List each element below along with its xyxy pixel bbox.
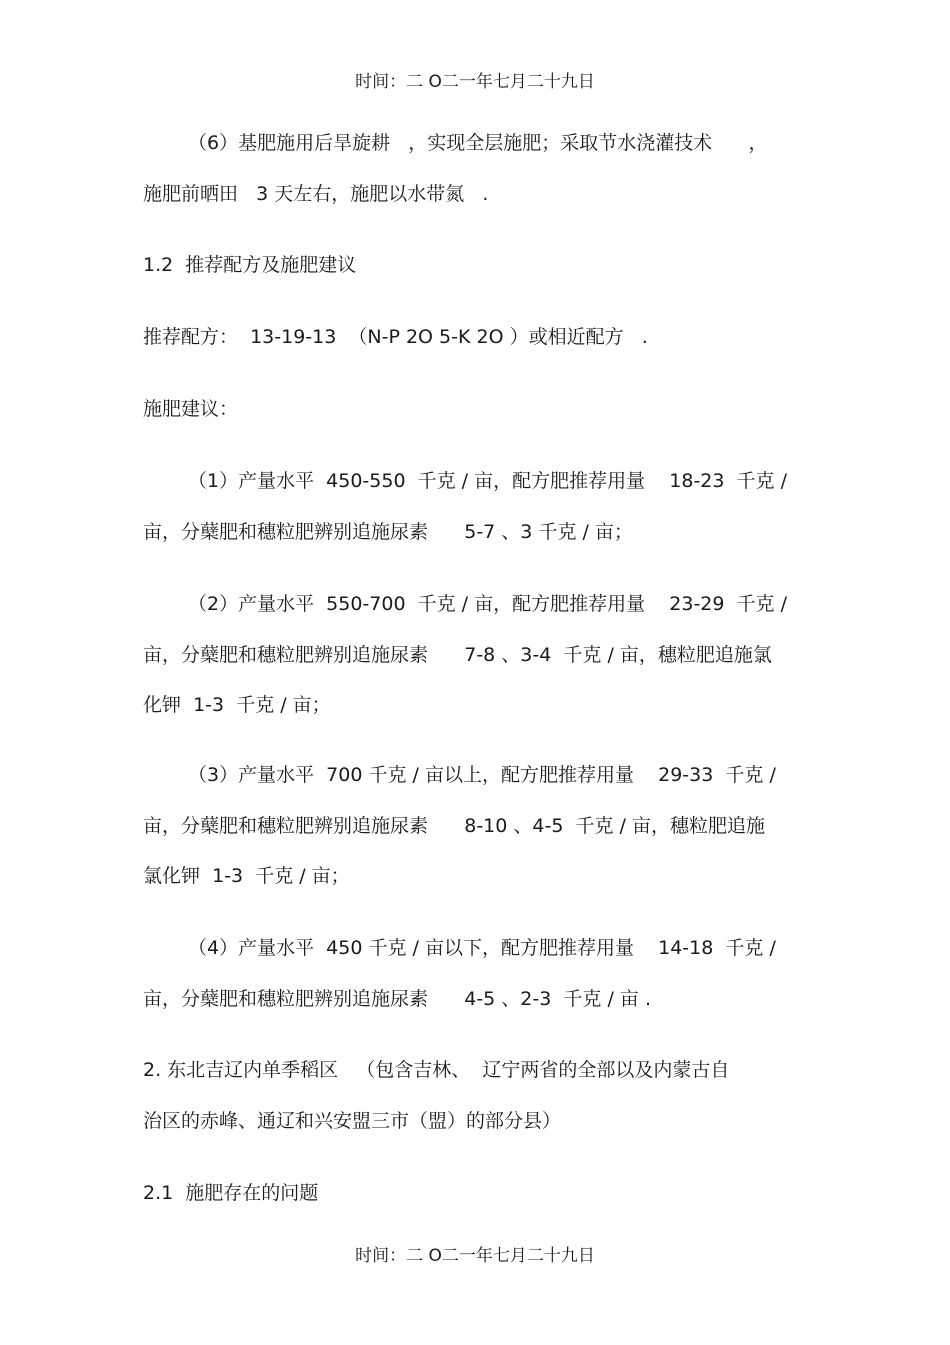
page-footer: 时间：二 O二一年七月二十九日 bbox=[355, 1246, 595, 1266]
section-heading: 2. 东北吉辽内单季稻区 （包含吉林、 辽宁两省的全部以及内蒙古自 bbox=[143, 1059, 730, 1081]
paragraph-line: （2）产量水平 550-700 千克 / 亩，配方肥推荐用量 23-29 千克 / bbox=[188, 593, 788, 615]
paragraph-line: 推荐配方： 13-19-13 （N-P 2O 5-K 2O ）或相近配方 . bbox=[143, 326, 648, 348]
paragraph-line: 亩，分蘖肥和穗粒肥辨别追施尿素 4-5 、2-3 千克 / 亩 . bbox=[143, 988, 651, 1010]
paragraph-line: 亩，分蘖肥和穗粒肥辨别追施尿素 8-10 、4-5 千克 / 亩，穗粒肥追施 bbox=[143, 815, 765, 837]
paragraph-line: （6）基肥施用后旱旋耕 ，实现全层施肥；采取节水浇灌技术 ， bbox=[188, 132, 768, 154]
paragraph-line: 化钾 1-3 千克 / 亩； bbox=[143, 694, 331, 716]
section-heading: 2.1 施肥存在的问题 bbox=[143, 1182, 319, 1204]
paragraph-line: 亩，分蘖肥和穗粒肥辨别追施尿素 7-8 、3-4 千克 / 亩，穗粒肥追施氯 bbox=[143, 644, 772, 666]
section-heading: 治区的赤峰、通辽和兴安盟三市（盟）的部分县） bbox=[143, 1110, 562, 1132]
paragraph-line: 氯化钾 1-3 千克 / 亩； bbox=[143, 865, 350, 887]
paragraph-line: 施肥建议： bbox=[143, 398, 239, 420]
paragraph-line: 亩，分蘖肥和穗粒肥辨别追施尿素 5-7 、3 千克 / 亩； bbox=[143, 521, 633, 543]
page-header: 时间：二 O二一年七月二十九日 bbox=[355, 72, 595, 92]
section-heading: 1.2 推荐配方及施肥建议 bbox=[143, 254, 357, 276]
paragraph-line: （1）产量水平 450-550 千克 / 亩，配方肥推荐用量 18-23 千克 / bbox=[188, 470, 788, 492]
paragraph-line: （3）产量水平 700 千克 / 亩以上，配方肥推荐用量 29-33 千克 / bbox=[188, 764, 776, 786]
paragraph-line: 施肥前晒田 3 天左右，施肥以水带氮 . bbox=[143, 183, 489, 205]
paragraph-line: （4）产量水平 450 千克 / 亩以下，配方肥推荐用量 14-18 千克 / bbox=[188, 937, 776, 959]
